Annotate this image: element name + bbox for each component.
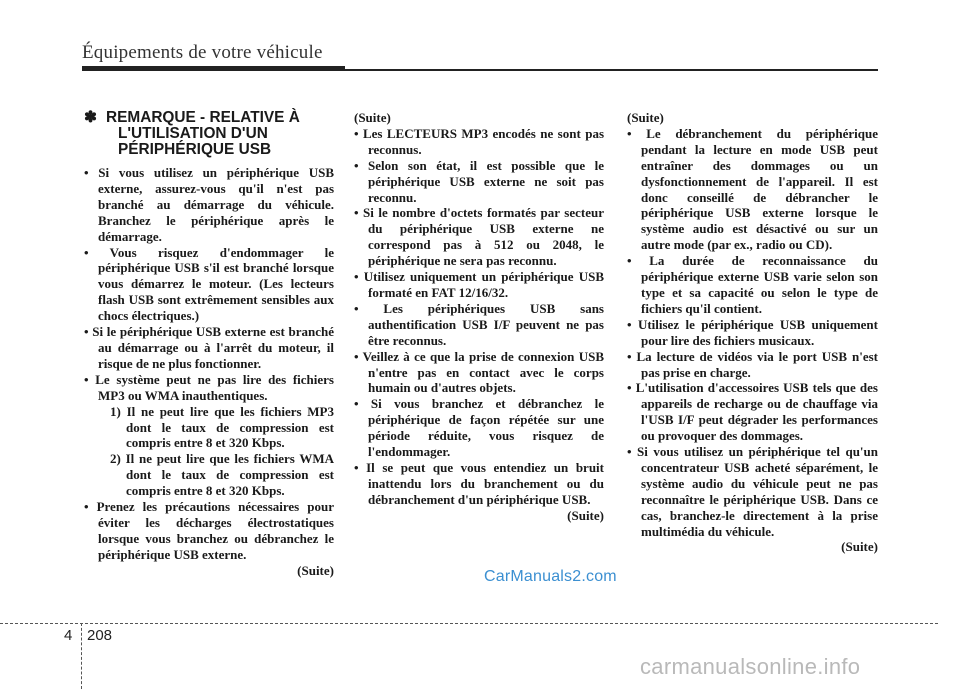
list-item: • Prenez les précautions nécessaires pour éviter les décharges électrostatiques lorsque vous branchez ou débranchez le périphérique USB externe. xyxy=(84,499,334,562)
footer-vertical-divider xyxy=(81,623,82,689)
note-heading-text: REMARQUE - RELATIVE À L'UTILISATION D'UN PÉRIPHÉRIQUE USB xyxy=(106,109,300,158)
footer-watermark: carmanualsonline.info xyxy=(640,654,861,679)
list-item: • Veillez à ce que la prise de connexion USB n'entre pas en contact avec le corps humain ou d'autres objets. xyxy=(354,348,604,396)
list-item: • Le système peut ne pas lire des fichiers MP3 ou WMA inauthentiques. xyxy=(84,371,334,403)
footer-divider xyxy=(0,623,938,624)
list-item: • Les LECTEURS MP3 encodés ne sont pas reconnus. xyxy=(354,125,604,157)
watermark-link[interactable]: CarManuals2.com xyxy=(484,568,617,585)
continued-label: (Suite) xyxy=(567,507,604,523)
asterisk-icon: ✽ xyxy=(84,109,97,126)
continued-label: (Suite) xyxy=(627,110,664,125)
list-item: • La durée de reconnaissance du périphérique externe USB varie selon son type et sa capacité ou selon le type de fichiers qu'il contient. xyxy=(627,253,878,316)
sub-list-item: 1) Il ne peut lire que les fichiers MP3 dont le taux de compression est compris entre 8 et 320 Kbps. xyxy=(110,403,334,451)
list-item: • Utilisez le périphérique USB uniquement pour lire des fichiers musicaux. xyxy=(627,316,878,348)
continued-label: (Suite) xyxy=(841,539,878,555)
page-header-title: Équipements de votre véhicule xyxy=(82,42,323,63)
list-item: • Si le nombre d'octets formatés par secteur du périphérique USB externe ne correspond pas à 512 ou 2048, le périphérique ne sera pas reconnu. xyxy=(354,205,604,269)
list-item: • Il se peut que vous entendiez un bruit inattendu lors du branchement ou du débranchement d'un périphérique USB. xyxy=(354,459,604,507)
list-item: • Le débranchement du périphérique pendant la lecture en mode USB peut entraîner des dommages ou un dysfonctionnement de l'appareil. Il est donc conseillé de débrancher le périphérique USB externe lorsque le système audio est désactivé ou sur un autre mode (par ex., radio ou CD). xyxy=(627,125,878,253)
column-3 xyxy=(627,110,878,555)
list-item: • Utilisez uniquement un périphérique USB formaté en FAT 12/16/32. xyxy=(354,269,604,300)
list-item: • Si vous utilisez un périphérique tel qu'un concentrateur USB acheté séparément, le système audio du véhicule peut ne pas reconnaître le périphérique USB. Dans ce cas, branchez-le directement à la prise multimédia du véhicule. xyxy=(627,444,878,539)
column-1 xyxy=(84,110,334,579)
list-item: • L'utilisation d'accessoires USB tels que des appareils de recharge ou de chauffage via l'USB I/F peut dégrader les performances ou provoquer des dommages. xyxy=(627,380,878,444)
header-rule-thin xyxy=(345,69,878,71)
section-number: 4 xyxy=(64,627,73,644)
column-2 xyxy=(354,110,604,524)
note-heading xyxy=(84,110,334,158)
sub-list-item: 2) Il ne peut lire que les fichiers WMA dont le taux de compression est compris entre 8 et 320 Kbps. xyxy=(110,451,334,499)
list-item: • Si vous branchez et débranchez le périphérique de façon répétée sur une période réduite, vous risquez de l'endommager. xyxy=(354,396,604,460)
list-item: • Les périphériques USB sans authentification USB I/F peuvent ne pas être reconnus. xyxy=(354,300,604,348)
header-rule-thick xyxy=(82,66,345,71)
list-item: • Si vous utilisez un périphérique USB externe, assurez-vous qu'il n'est pas branché au démarrage du véhicule. Branchez le périphérique après le démarrage. xyxy=(84,165,334,244)
continued-label: (Suite) xyxy=(297,562,334,578)
list-item: • La lecture de vidéos via le port USB n'est pas prise en charge. xyxy=(627,348,878,380)
list-item: • Si le périphérique USB externe est branché au démarrage ou à l'arrêt du moteur, il risque de ne plus fonctionner. xyxy=(84,324,334,371)
page-number: 208 xyxy=(87,627,113,644)
list-item: • Selon son état, il est possible que le périphérique USB externe ne soit pas reconnu. xyxy=(354,157,604,205)
list-item: • Vous risquez d'endommager le périphérique USB s'il est branché lorsque vous démarrez le moteur. (Les lecteurs flash USB sont extrêmement sensibles aux chocs électriques.) xyxy=(84,244,334,324)
continued-label: (Suite) xyxy=(354,110,391,125)
